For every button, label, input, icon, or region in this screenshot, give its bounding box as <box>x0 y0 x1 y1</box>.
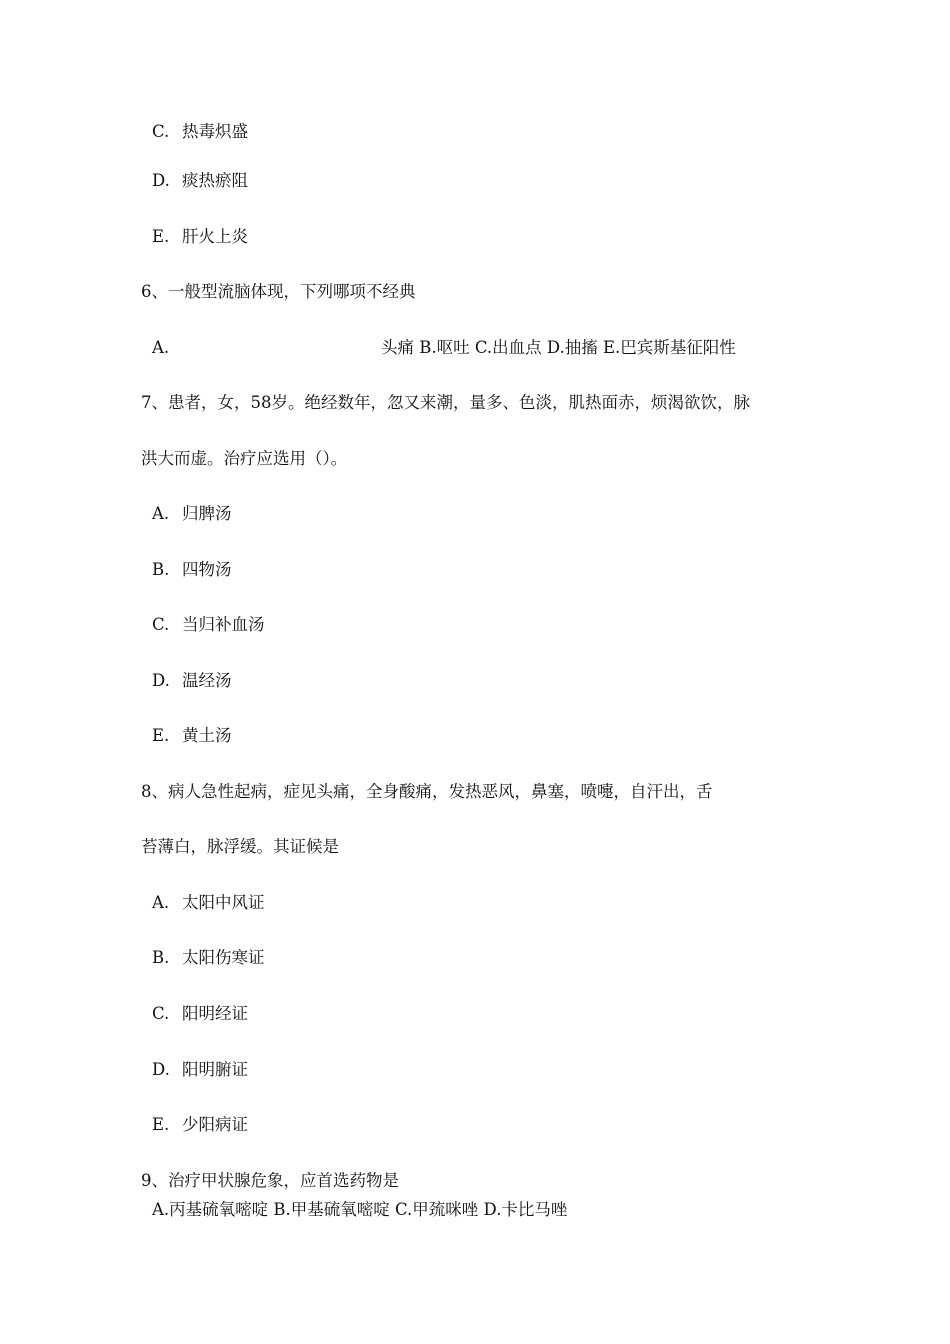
q8-option-c <box>152 1004 248 1024</box>
q5-option-e <box>152 227 248 247</box>
q8-option-d <box>152 1060 248 1080</box>
option-text: 阳明腑证 <box>182 1060 248 1079</box>
q8-option-b <box>152 948 265 968</box>
option-letter: E. <box>152 726 170 745</box>
q8-option-a <box>152 893 265 913</box>
q7-stem-line2: 洪大而虚。治疗应选用（）。 <box>141 449 348 468</box>
option-text: 黄土汤 <box>182 726 232 745</box>
option-letter: A. <box>152 893 170 912</box>
q7-option-c <box>152 615 265 635</box>
option-text: 阳明经证 <box>182 1004 248 1023</box>
option-text: 当归补血汤 <box>182 615 265 634</box>
option-letter: C. <box>152 122 170 141</box>
option-text: 太阳伤寒证 <box>182 948 265 967</box>
q6-option-a-letter: A. <box>152 338 170 357</box>
q5-option-c <box>152 122 248 142</box>
option-text: 太阳中风证 <box>182 893 265 912</box>
option-text: 少阳病证 <box>182 1115 248 1134</box>
q8-stem-line1: 8、病人急性起病，症见头痛，全身酸痛，发热恶风，鼻塞，喷嚏，自汗出，舌 <box>141 782 713 801</box>
q7-option-d <box>152 671 232 691</box>
option-letter: B. <box>152 948 170 967</box>
q7-option-a <box>152 504 232 524</box>
q7-stem-line1: 7、患者，女，58岁。绝经数年，忽又来潮，量多、色淡，肌热面赤，烦渴欲饮，脉 <box>141 393 750 412</box>
q9-options-line: A.丙基硫氧嘧啶 B.甲基硫氧嘧啶 C.甲巯咪唑 D.卡比马唑 <box>152 1200 568 1219</box>
q7-option-e <box>152 726 232 746</box>
option-letter: D. <box>152 1060 170 1079</box>
q6-options-line: 头痛 B.呕吐 C.出血点 D.抽搐 E.巴宾斯基征阳性 <box>381 338 736 357</box>
option-text: 归脾汤 <box>182 504 232 523</box>
option-letter: B. <box>152 560 170 579</box>
option-letter: D. <box>152 171 170 190</box>
q8-stem-line2: 苔薄白，脉浮缓。其证候是 <box>141 837 339 856</box>
option-letter: A. <box>152 504 170 523</box>
option-text: 痰热瘀阻 <box>182 171 248 190</box>
option-letter: C. <box>152 615 170 634</box>
option-text: 四物汤 <box>182 560 232 579</box>
option-text: 热毒炽盛 <box>182 122 248 141</box>
option-letter: E. <box>152 227 170 246</box>
q6-stem: 6、一般型流脑体现，下列哪项不经典 <box>141 282 416 301</box>
option-letter: D. <box>152 671 170 690</box>
option-text: 肝火上炎 <box>182 227 248 246</box>
option-letter: E. <box>152 1115 170 1134</box>
q5-option-d <box>152 171 248 191</box>
q9-stem: 9、治疗甲状腺危象，应首选药物是 <box>141 1171 399 1190</box>
option-text: 温经汤 <box>182 671 232 690</box>
q8-option-e <box>152 1115 248 1135</box>
option-letter: C. <box>152 1004 170 1023</box>
q7-option-b <box>152 560 232 580</box>
